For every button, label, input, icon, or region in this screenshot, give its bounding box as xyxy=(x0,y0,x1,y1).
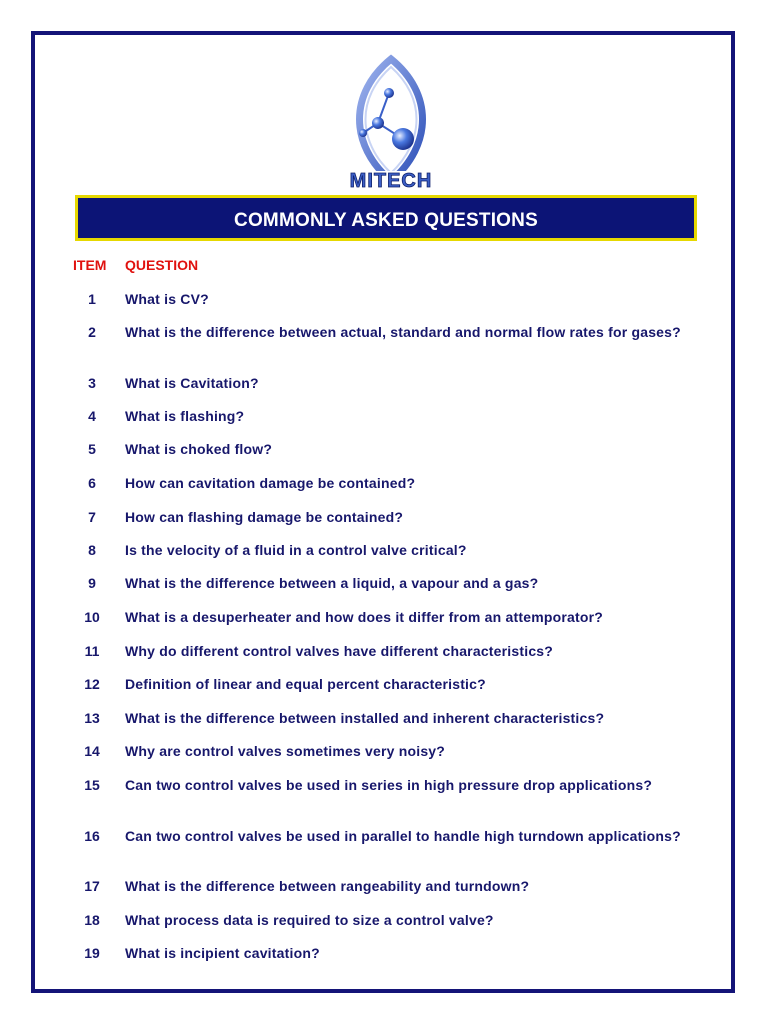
question-text: What is incipient cavitation? xyxy=(125,945,320,961)
question-text: What is the difference between actual, standard and normal flow rates for gases? xyxy=(125,324,681,340)
question-text: What is flashing? xyxy=(125,408,245,424)
item-number: 13 xyxy=(84,710,100,726)
question-column-header: QUESTION xyxy=(125,257,199,273)
question-text: What process data is required to size a control valve? xyxy=(125,912,494,928)
item-number: 3 xyxy=(88,375,96,391)
question-text: Why do different control valves have different characteristics? xyxy=(125,643,554,659)
item-number: 4 xyxy=(88,408,96,424)
question-text: Why are control valves sometimes very noisy? xyxy=(125,743,446,759)
item-number: 9 xyxy=(88,575,96,591)
question-text: Can two control valves be used in series in high pressure drop applications? xyxy=(125,777,653,793)
question-text: What is choked flow? xyxy=(125,441,273,457)
page-title: COMMONLY ASKED QUESTIONS xyxy=(234,210,538,231)
question-text: Can two control valves be used in parallel to handle high turndown applications? xyxy=(125,828,681,844)
question-text: What is CV? xyxy=(125,291,209,307)
question-text: What is the difference between rangeability and turndown? xyxy=(125,878,530,894)
mitech-logo xyxy=(321,53,461,193)
question-text: How can flashing damage be contained? xyxy=(125,509,404,525)
item-number: 19 xyxy=(84,945,100,961)
item-number: 15 xyxy=(84,777,100,793)
column-header xyxy=(35,257,731,277)
item-number: 1 xyxy=(88,291,96,307)
item-number: 2 xyxy=(88,324,96,340)
logo-text: MITECH xyxy=(349,170,433,192)
question-text: What is the difference between installed and inherent characteristics? xyxy=(125,710,605,726)
question-text: Definition of linear and equal percent characteristic? xyxy=(125,676,486,692)
item-number: 10 xyxy=(84,609,100,625)
item-number: 14 xyxy=(84,743,100,759)
item-number: 16 xyxy=(84,828,100,844)
page-frame xyxy=(31,31,735,993)
question-text: What is Cavitation? xyxy=(125,375,259,391)
item-number: 11 xyxy=(84,643,100,659)
question-text: Is the velocity of a fluid in a control valve critical? xyxy=(125,542,467,558)
item-number: 6 xyxy=(88,475,96,491)
question-text: What is the difference between a liquid, a vapour and a gas? xyxy=(125,575,539,591)
item-number: 7 xyxy=(88,509,96,525)
item-number: 5 xyxy=(88,441,96,457)
question-text: How can cavitation damage be contained? xyxy=(125,475,416,491)
title-banner xyxy=(75,195,697,241)
question-text: What is a desuperheater and how does it differ from an attemporator? xyxy=(125,609,603,625)
item-number: 12 xyxy=(84,676,100,692)
item-number: 18 xyxy=(84,912,100,928)
item-column-header: ITEM xyxy=(73,257,107,273)
item-number: 8 xyxy=(88,542,96,558)
item-number: 17 xyxy=(84,878,100,894)
